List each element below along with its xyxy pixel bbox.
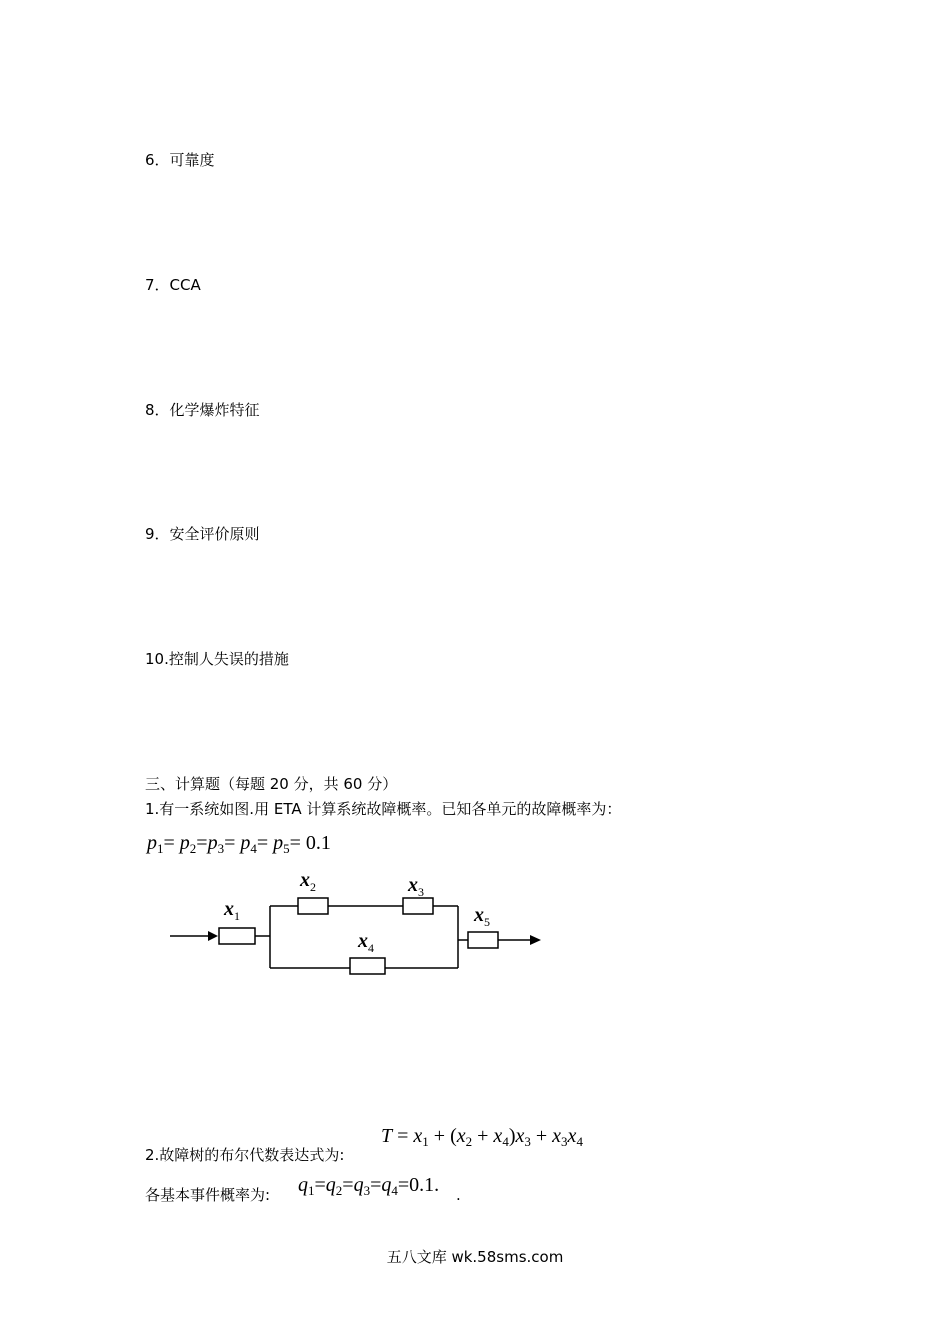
component-x3 (403, 898, 433, 914)
item-7: 7．CCA (145, 276, 201, 294)
section-heading: 三、计算题（每题 20 分，共 60 分） (145, 775, 398, 793)
component-x2 (298, 898, 328, 914)
question-1-text: 1.有一系统如图.用 ETA 计算系统故障概率。已知各单元的故障概率为： (145, 800, 622, 818)
page-footer: 五八文库 wk.58sms.com (386, 1248, 564, 1266)
item-10: 10.控制人失误的措施 (145, 650, 289, 668)
item-8: 8．化学爆炸特征 (145, 401, 260, 419)
component-x4 (350, 958, 385, 974)
item-9: 9．安全评价原则 (145, 525, 260, 543)
output-arrow-icon (530, 935, 541, 945)
q2-boolean-expression: $T = x_1 + (x_2 + x_4)x_3 + x_3x_4$ (381, 1125, 583, 1149)
label-x5: $x_5$ (474, 904, 490, 929)
component-x1 (219, 928, 255, 944)
label-x4: $x_4$ (358, 930, 374, 955)
label-x2: $x_2$ (300, 869, 316, 894)
label-x1: $x_1$ (224, 898, 240, 923)
q2-value: 0.1 (409, 1174, 435, 1196)
label-x3: $x_3$ (408, 874, 424, 899)
item-6: 6．可靠度 (145, 151, 215, 169)
component-x5 (468, 932, 498, 948)
q2-probability-formula: $q_1=q_2=q_3=q_4=0.1$. (298, 1174, 440, 1198)
q1-probability-formula: $p_1= p_2=p_3= p_4= p_5= 0.1$ (147, 832, 331, 856)
question-2-text: 2.故障树的布尔代数表达式为: (145, 1146, 345, 1164)
q1-value: 0.1 (305, 832, 331, 854)
q2-probs-label: 各基本事件概率为: (145, 1186, 271, 1204)
q2-end-period: . (456, 1186, 461, 1204)
input-arrow-icon (208, 931, 218, 941)
